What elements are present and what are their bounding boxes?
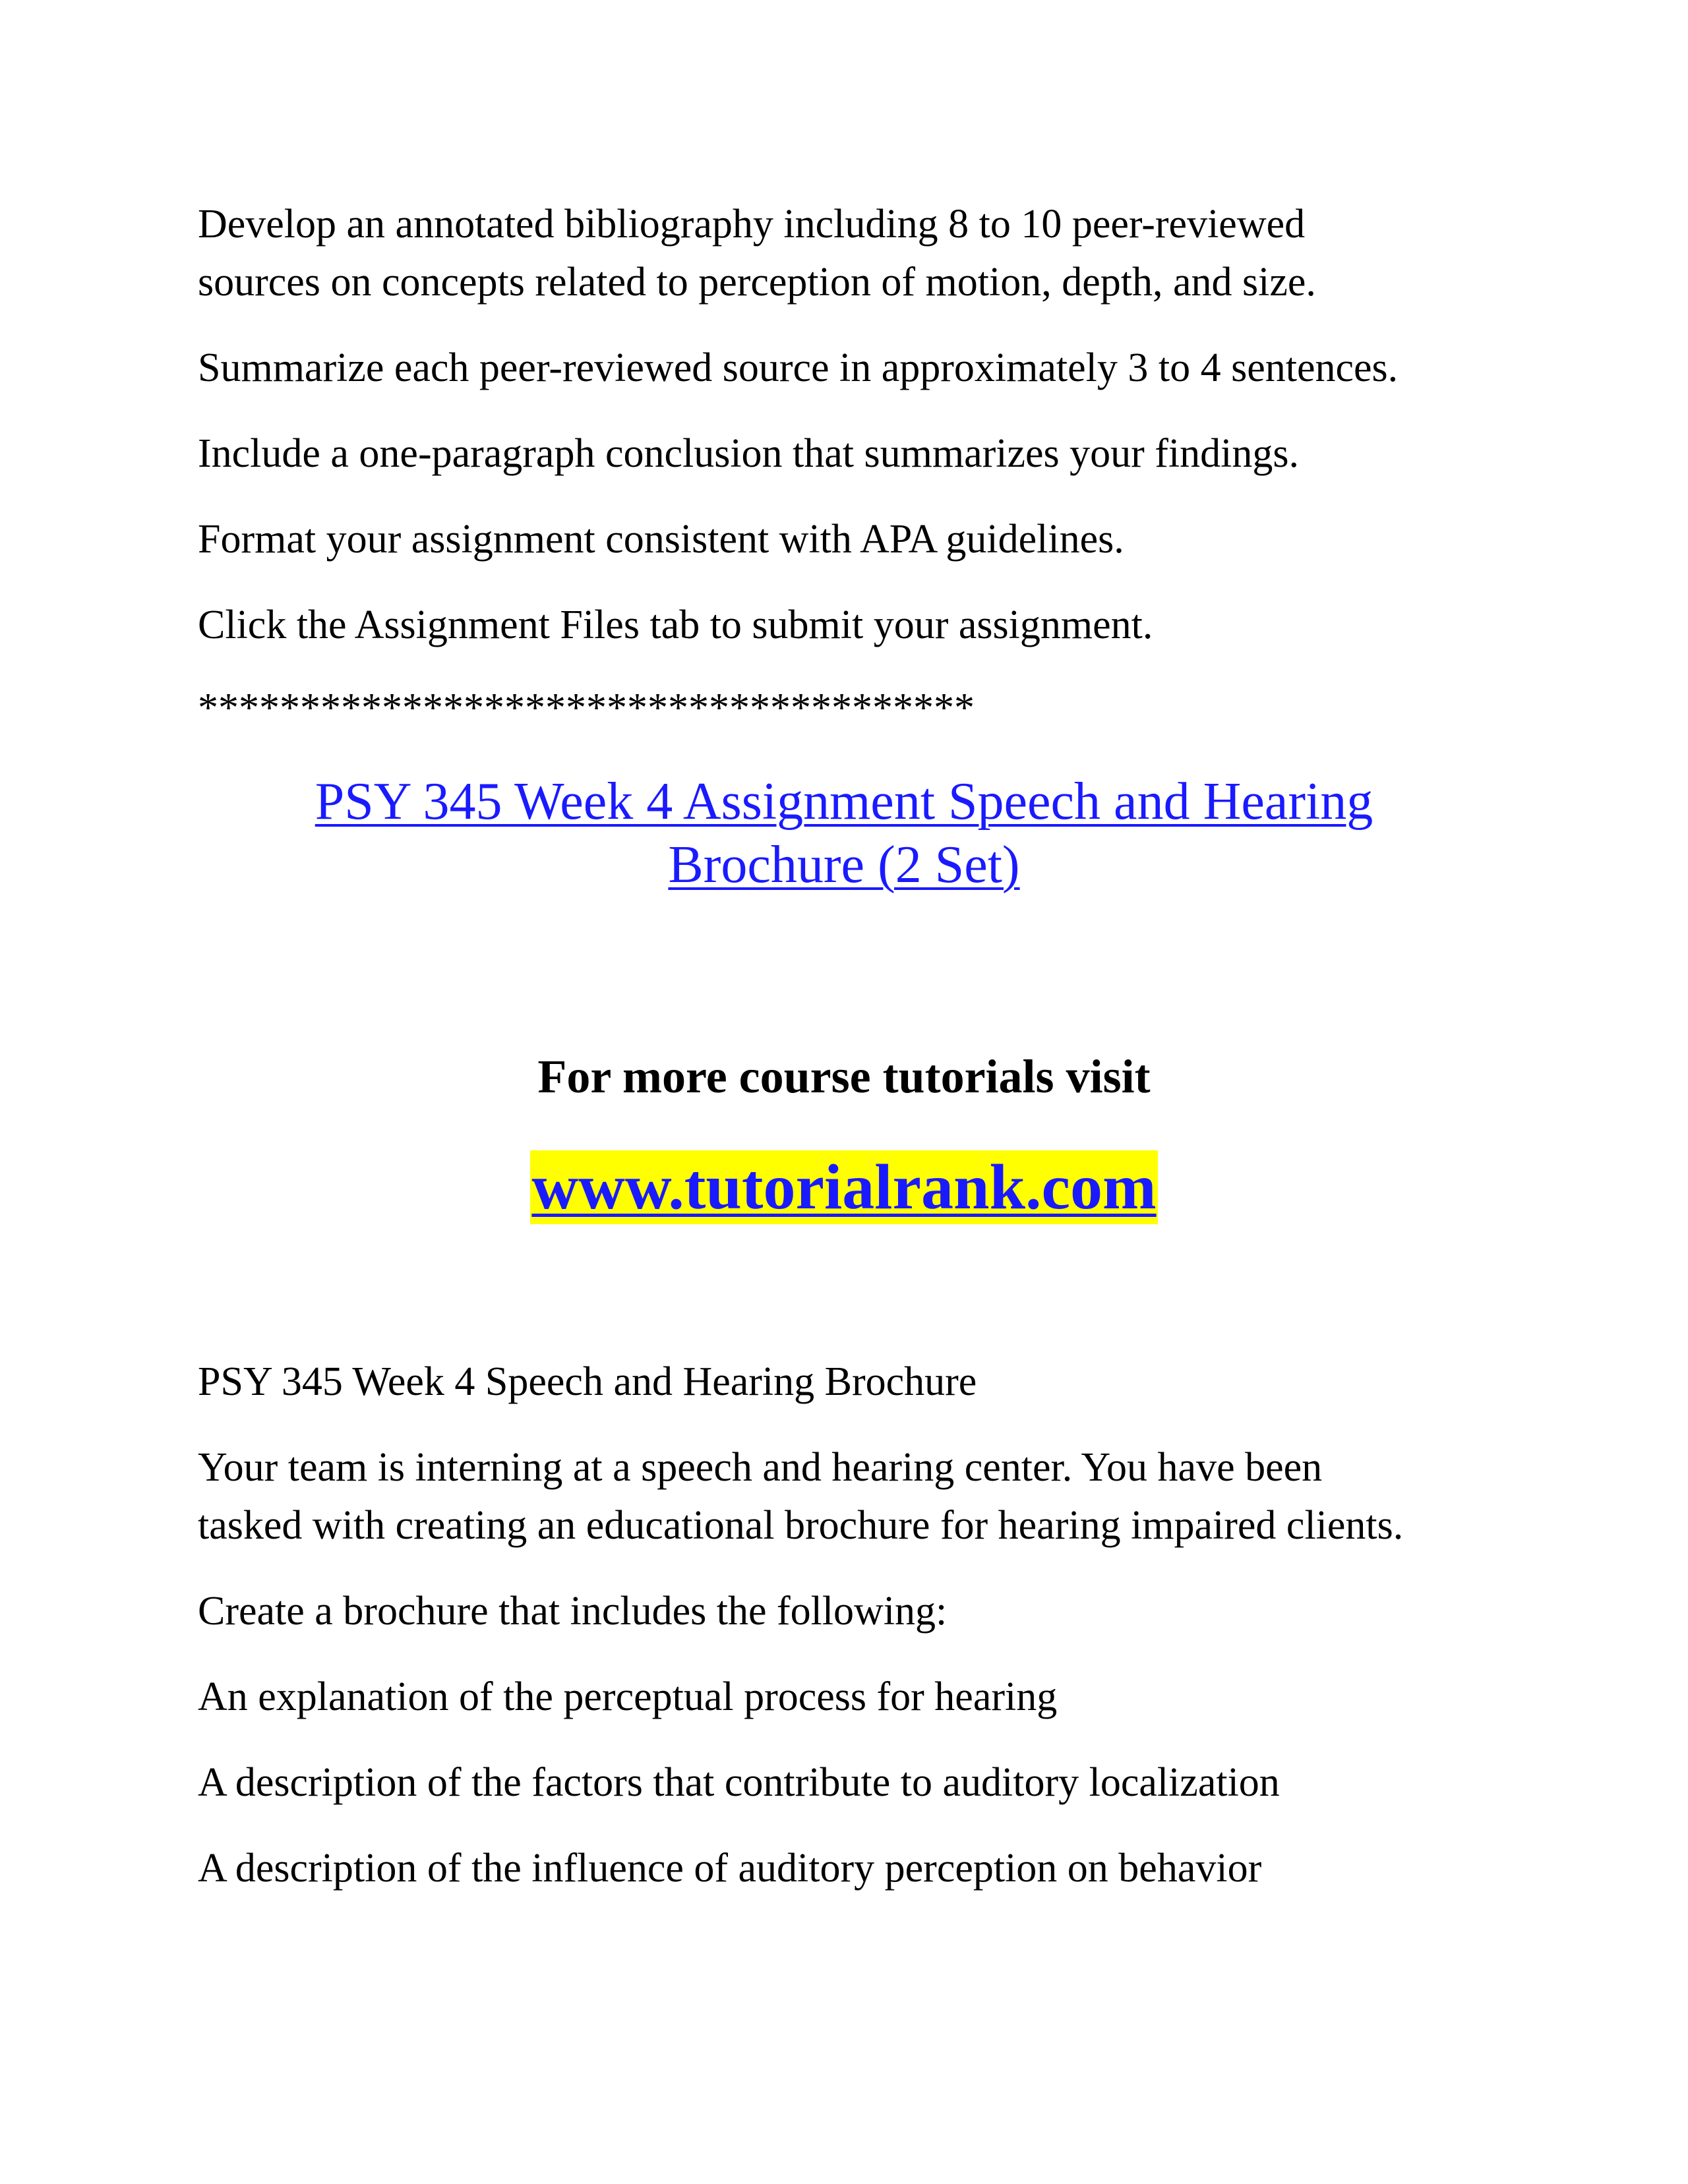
summarize-instruction: Summarize each peer-reviewed source in approximately 3 to 4 sentences. <box>198 345 1399 390</box>
requirement-item-auditory-localization: A description of the factors that contribute to auditory localization <box>198 1760 1280 1805</box>
team-scenario-line-2: tasked with creating an educational brochure for hearing impaired clients. <box>198 1503 1404 1548</box>
requirement-item-perceptual-process: An explanation of the perceptual process for hearing <box>198 1674 1058 1719</box>
assignment-link-line-1[interactable] <box>0 770 1688 833</box>
promo-website-container <box>0 1150 1688 1224</box>
separator-stars: ************************************** <box>198 686 975 730</box>
assignment-link-text-2[interactable]: Brochure (2 Set) <box>668 836 1020 894</box>
assignment-link-line-2[interactable] <box>0 833 1688 897</box>
apa-format-instruction: Format your assignment consistent with APA guidelines. <box>198 517 1124 562</box>
brochure-heading: PSY 345 Week 4 Speech and Hearing Brochure <box>198 1359 977 1404</box>
submit-instruction: Click the Assignment Files tab to submit your assignment. <box>198 603 1153 647</box>
bibliography-instruction-line-2: sources on concepts related to perception of motion, depth, and size. <box>198 260 1316 305</box>
requirement-item-auditory-behavior: A description of the influence of auditory perception on behavior <box>198 1846 1262 1891</box>
team-scenario-line-1: Your team is interning at a speech and hearing center. You have been <box>198 1445 1323 1490</box>
assignment-link-text-1[interactable]: PSY 345 Week 4 Assignment Speech and Hearing <box>315 773 1373 831</box>
brochure-requirements-intro: Create a brochure that includes the following: <box>198 1589 948 1634</box>
bibliography-instruction-line-1: Develop an annotated bibliography including 8 to 10 peer-reviewed <box>198 202 1306 247</box>
conclusion-instruction: Include a one-paragraph conclusion that summarizes your findings. <box>198 431 1300 476</box>
promo-visit-text: For more course tutorials visit <box>537 1050 1151 1103</box>
promo-website-link[interactable]: www.tutorialrank.com <box>531 1152 1157 1223</box>
